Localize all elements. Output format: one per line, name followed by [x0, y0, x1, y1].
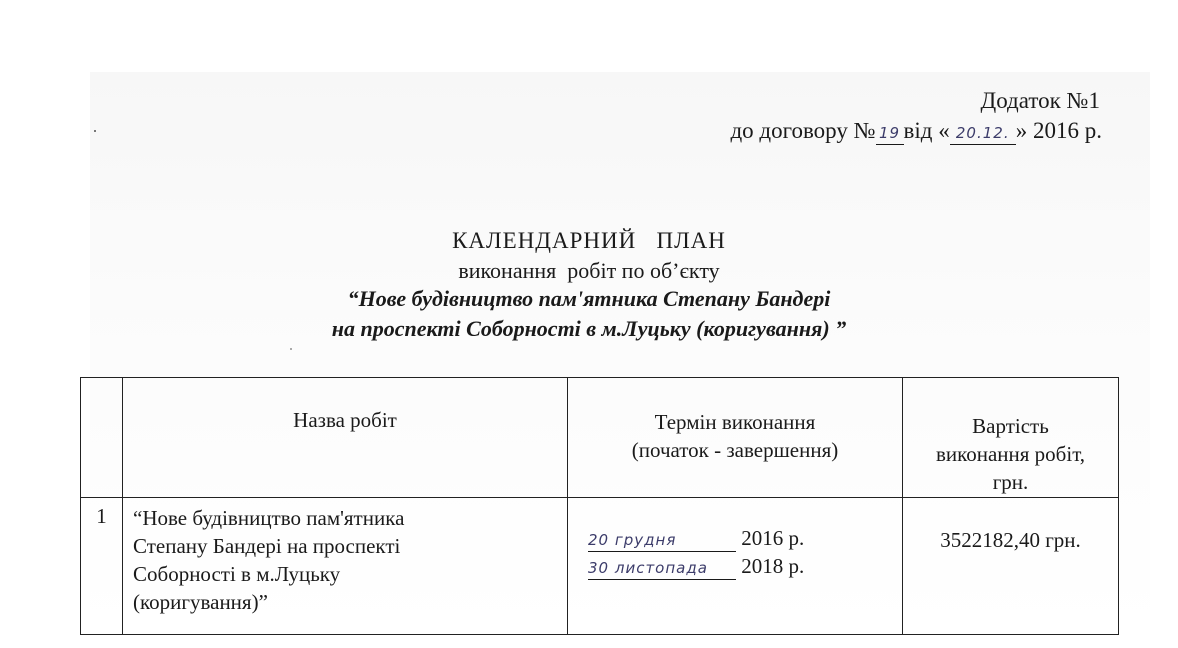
work-name-line2: Степану Бандері на проспекті [133, 534, 401, 558]
row-cost: 3522182,40 грн. [903, 498, 1119, 635]
plan-title: КАЛЕНДАРНИЙ ПЛАН [452, 228, 726, 253]
contract-from: від « [903, 118, 950, 143]
end-date-handwritten: 30 листопада [588, 557, 736, 580]
contract-reference [730, 116, 1102, 146]
header-num-cell [81, 378, 123, 498]
schedule-table [80, 377, 1119, 635]
row-work-name [123, 498, 568, 635]
end-year: 2018 р. [741, 554, 805, 578]
object-name-line2: на проспекті Соборності в м.Луцьку (коригування) ” [331, 316, 847, 341]
header-cost-cell [903, 378, 1119, 498]
term-end [588, 552, 902, 580]
table-row [81, 498, 1119, 635]
appendix-label: Додаток №1 [980, 88, 1100, 113]
table-header-row [81, 378, 1119, 498]
header-term-line1: Термін виконання [654, 410, 816, 434]
start-date-handwritten: 20 грудня [588, 529, 736, 552]
object-name-line1: “Нове будівництво пам'ятника Степану Бандері [347, 286, 831, 311]
work-name-line3: Соборності в м.Луцьку [133, 562, 341, 586]
plan-subtitle: виконання робіт по об’єкту [458, 258, 720, 283]
work-name-line4: (коригування)” [133, 590, 268, 614]
scan-speck [290, 348, 292, 350]
contract-number-handwritten: 19 [876, 122, 904, 145]
contract-date-handwritten: 20.12. [950, 122, 1016, 145]
header-term-line2: (початок - завершення) [631, 438, 839, 462]
row-term [568, 498, 903, 635]
term-start [588, 524, 902, 552]
row-number: 1 [81, 498, 123, 635]
header-name-cell: Назва робіт [123, 378, 568, 498]
header-cost-line1: Вартість [972, 414, 1049, 438]
work-name-line1: “Нове будівництво пам'ятника [133, 506, 405, 530]
header-cost-line3: грн. [992, 470, 1029, 494]
contract-prefix: до договору № [730, 118, 876, 143]
start-year: 2016 р. [741, 526, 805, 550]
contract-suffix: » 2016 р. [1015, 118, 1102, 143]
header-cost-line2: виконання робіт, [935, 442, 1086, 466]
scan-speck [94, 130, 96, 132]
header-term-cell [568, 378, 903, 498]
